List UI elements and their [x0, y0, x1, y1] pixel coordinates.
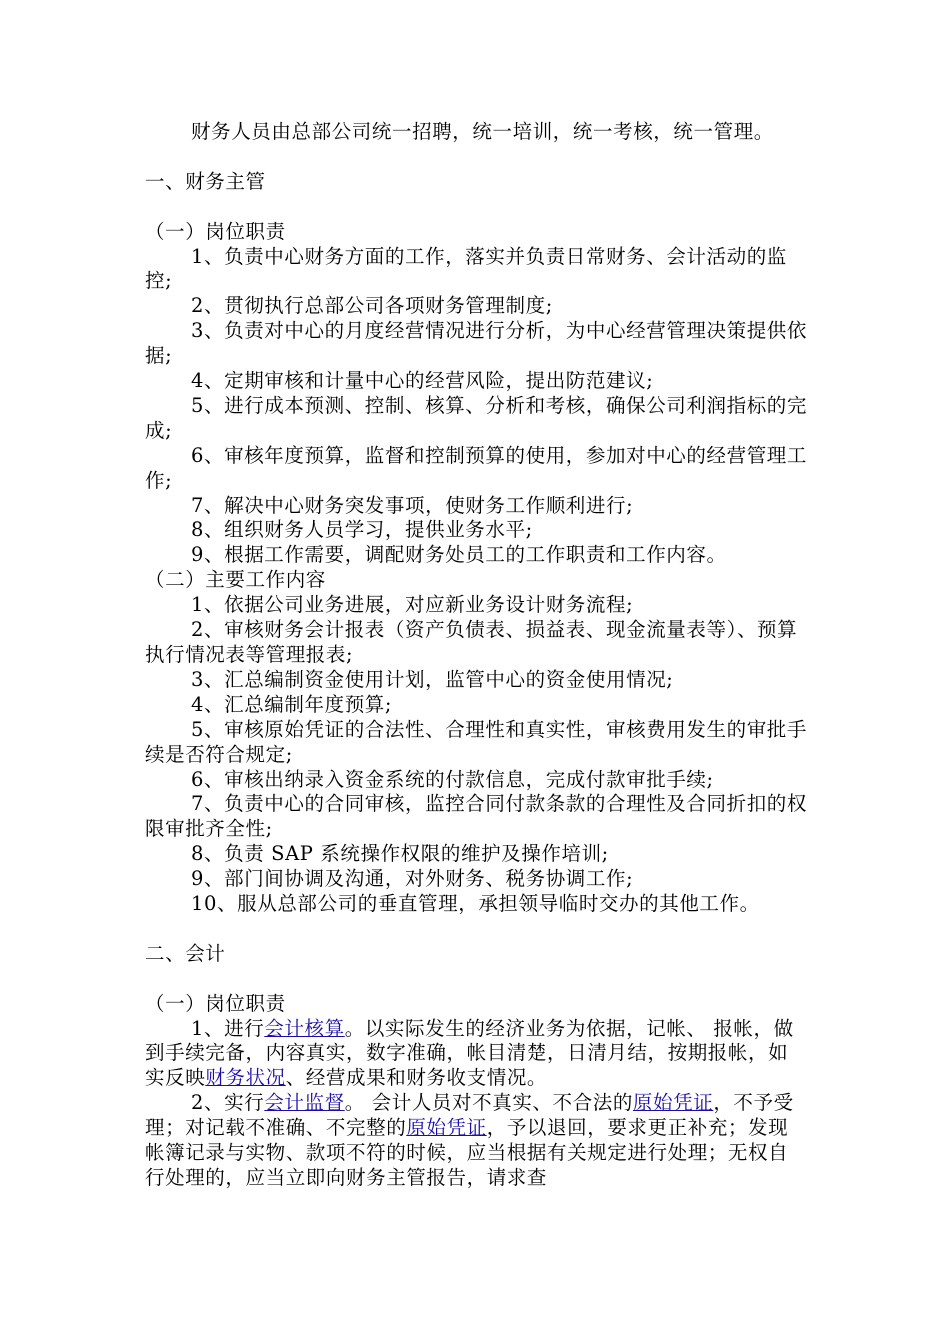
work-item: 7、负责中心的合同审核，监控合同付款条款的合理性及合同折扣的权限审批齐全性; — [145, 792, 808, 841]
work-item: 3、汇总编制资金使用计划，监管中心的资金使用情况; — [191, 667, 674, 691]
accounting-item-2 — [145, 1091, 807, 1191]
work-item: 1、依据公司业务进展，对应新业务设计财务流程; — [191, 593, 634, 617]
accounting-calculation-link[interactable]: 会计核算 — [264, 1016, 345, 1040]
section-1-sub-1-heading: （一）岗位职责 — [145, 219, 286, 243]
duty-item: 9、根据工作需要，调配财务处员工的工作职责和工作内容。 — [191, 543, 727, 567]
original-voucher-link[interactable]: 原始凭证 — [406, 1116, 487, 1140]
work-item: 4、汇总编制年度预算; — [191, 692, 393, 716]
financial-status-link[interactable]: 财务状况 — [205, 1066, 286, 1090]
duty-item: 4、定期审核和计量中心的经营风险，提出防范建议; — [191, 369, 654, 393]
duty-item: 6、审核年度预算，监督和控制预算的使用，参加对中心的经营管理工作; — [145, 443, 808, 492]
duty-item: 5、进行成本预测、控制、核算、分析和考核，确保公司利润指标的完成; — [145, 393, 808, 442]
section-2-heading: 二、会计 — [145, 941, 226, 965]
text-span: 。 会计人员对不真实、不合法的 — [344, 1091, 633, 1115]
section-2-sub-1-heading: （一）岗位职责 — [145, 991, 286, 1015]
duty-item: 7、解决中心财务突发事项，使财务工作顺利进行; — [191, 493, 634, 517]
section-1-sub-2-heading: （二）主要工作内容 — [145, 568, 326, 592]
text-span: ，予以退回，要求更正补充；发现帐簿记录与实物、款项不符的时候，应当根据有关规定进行处理；无权自行处理的，应当立即向财务主管报告，请求查 — [145, 1116, 789, 1189]
work-item: 2、审核财务会计报表（资产负债表、损益表、现金流量表等）、预算执行情况表等管理报表; — [145, 618, 798, 666]
work-item: 9、部门间协调及沟通，对外财务、税务协调工作; — [191, 867, 634, 891]
duty-item: 8、组织财务人员学习，提供业务水平; — [191, 518, 533, 542]
text-span: ，不予受理；对记载不准确、不完整的 — [145, 1091, 794, 1140]
original-voucher-link[interactable]: 原始凭证 — [632, 1091, 714, 1115]
duty-item: 1、负责中心财务方面的工作，落实并负责日常财务、会计活动的监控; — [145, 244, 787, 293]
text-span: 。以实际发生的经济业务为依据，记帐、 报帐，做到手续完备，内容真实，数字准确，帐目清楚，日清月结，按期报帐，如实反映 — [145, 1016, 794, 1090]
accounting-supervision-link[interactable]: 会计监督 — [264, 1091, 345, 1115]
duty-item: 3、负责对中心的月度经营情况进行分析，为中心经营管理决策提供依据; — [145, 319, 808, 368]
duty-item: 2、贯彻执行总部公司各项财务管理制度; — [191, 294, 553, 318]
text-span: 2、实行 — [191, 1091, 265, 1115]
intro-paragraph: 财务人员由总部公司统一招聘，统一培训，统一考核，统一管理。 — [191, 120, 774, 143]
document-page — [145, 120, 807, 1191]
work-item: 10、服从总部公司的垂直管理，承担领导临时交办的其他工作。 — [191, 892, 760, 916]
text-span: 1、进行 — [191, 1016, 265, 1040]
work-item: 8、负责 SAP 系统操作权限的维护及操作培训; — [191, 842, 609, 866]
work-item: 5、审核原始凭证的合法性、合理性和真实性，审核费用发生的审批手续是否符合规定; — [145, 717, 808, 766]
text-span: 、经营成果和财务收支情况。 — [285, 1066, 548, 1090]
work-item: 6、审核出纳录入资金系统的付款信息，完成付款审批手续; — [191, 767, 714, 791]
accounting-item-1 — [145, 1017, 807, 1092]
section-1-heading: 一、财务主管 — [145, 169, 266, 193]
